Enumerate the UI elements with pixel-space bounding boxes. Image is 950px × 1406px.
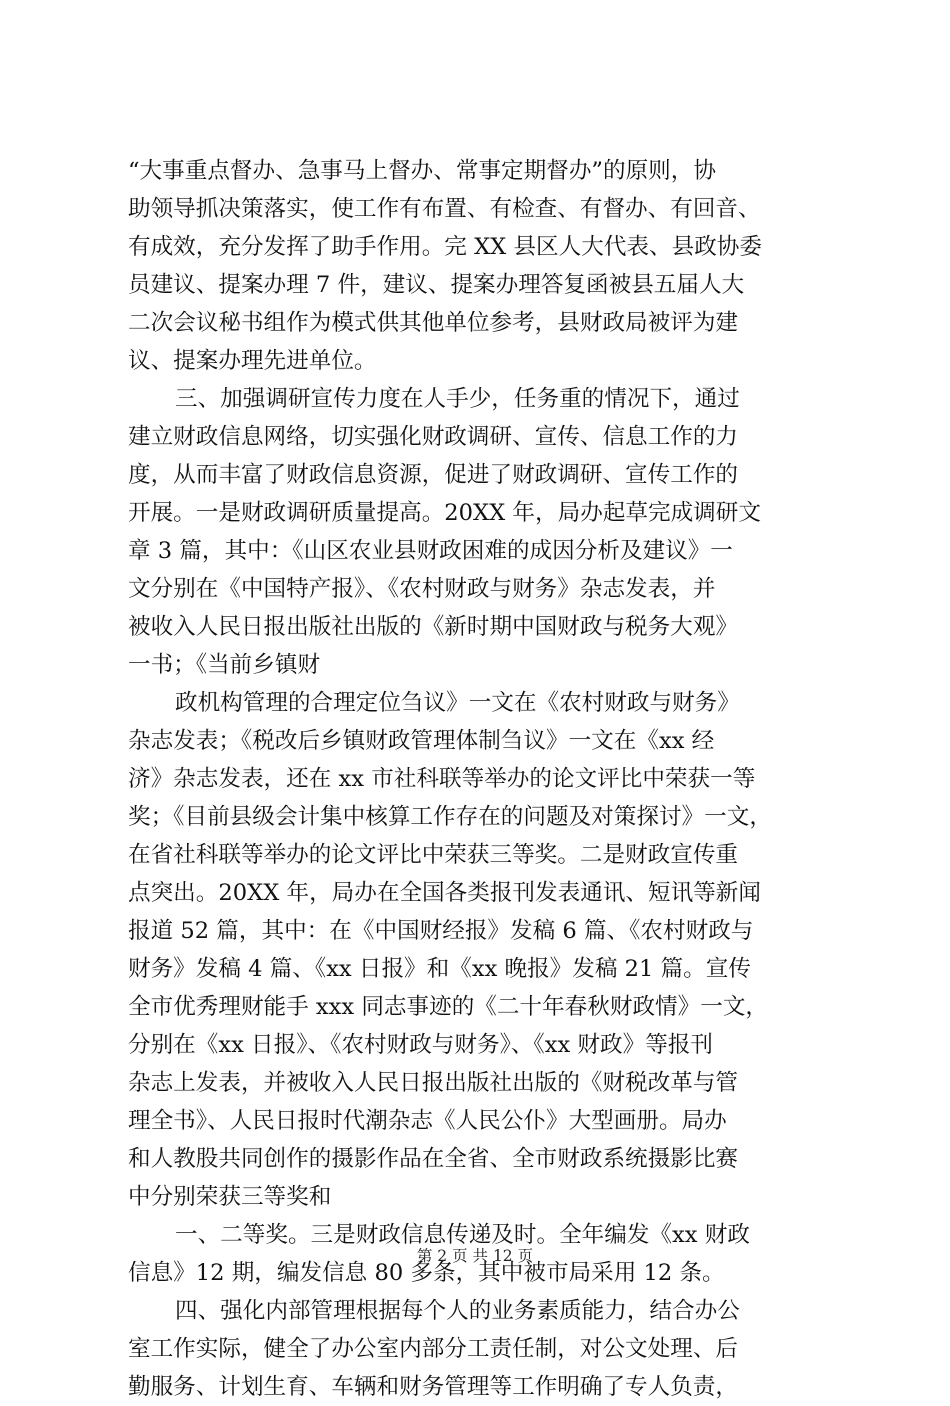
paragraph-start-line: 三、加强调研宣传力度在人手少，任务重的情况下，通过 [175,386,740,412]
text-line: 一书；《当前乡镇财 [128,652,321,678]
text-line: 济》杂志发表，还在 xx 市社科联等举办的论文评比中荣获一等 [128,766,756,792]
text-line: 章 3 篇，其中：《山区农业县财政困难的成因分析及建议》一 [128,538,733,564]
text-line: 开展。一是财政调研质量提高。20XX 年，局办起草完成调研文 [128,500,761,526]
text-line: 有成效，充分发挥了助手作用。完 XX 县区人大代表、县政协委 [128,234,762,260]
paragraph-start-line: 四、强化内部管理根据每个人的业务素质能力，结合办公 [175,1298,740,1324]
document-body [128,152,828,1406]
text-line: 建立财政信息网络，切实强化财政调研、宣传、信息工作的力 [128,424,739,450]
text-line: 度，从而丰富了财政信息资源，促进了财政调研、宣传工作的 [128,462,739,488]
text-line: 分别在《xx 日报》、《农村财政与财务》、《xx 财政》等报刊 [128,1032,713,1058]
text-line: 理全书》、人民日报时代潮杂志《人民公仆》大型画册。局办 [128,1108,727,1134]
text-line: 报道 52 篇，其中：在《中国财经报》发稿 6 篇、《农村财政与 [128,918,754,944]
text-line: 文分别在《中国特产报》、《农村财政与财务》杂志发表，并 [128,576,716,602]
text-line: 点突出。20XX 年，局办在全国各类报刊发表通讯、短讯等新闻 [128,880,761,906]
text-line: 奖；《目前县级会计集中核算工作存在的问题及对策探讨》一文， [128,804,772,830]
text-line: 信息》12 期，编发信息 80 多条，其中被市局采用 12 条。 [128,1260,725,1286]
paragraph-start-line: 一、二等奖。三是财政信息传递及时。全年编发《xx 财政 [175,1222,750,1248]
text-line: 在省社科联等举办的论文评比中荣获三等奖。二是财政宣传重 [128,842,739,868]
text-line: “大事重点督办、急事马上督办、常事定期督办”的原则，协 [128,158,716,184]
text-line: 员建议、提案办理 7 件，建议、提案办理答复函被县五届人大 [128,272,745,298]
text-line: 被收入人民日报出版社出版的《新时期中国财政与税务大观》 [128,614,739,640]
paragraph-start-line: 政机构管理的合理定位刍议》一文在《农村财政与财务》 [175,690,740,716]
page-number-footer: 第 2 页 共 12 页 [416,1247,534,1265]
text-line: 二次会议秘书组作为模式供其他单位参考，县财政局被评为建 [128,310,739,336]
text-line: 议、提案办理先进单位。 [128,348,377,374]
text-line: 杂志发表；《税改后乡镇财政管理体制刍议》一文在《xx 经 [128,728,715,754]
text-line: 室工作实际，健全了办公室内部分工责任制，对公文处理、后 [128,1336,739,1362]
text-line: 助领导抓决策落实，使工作有布置、有检查、有督办、有回音、 [128,196,761,222]
text-line: 全市优秀理财能手 xxx 同志事迹的《二十年春秋财政情》一文， [128,994,769,1020]
text-line: 勤服务、计划生育、车辆和财务管理等工作明确了专人负责， [128,1374,739,1400]
text-line: 和人教股共同创作的摄影作品在全省、全市财政系统摄影比赛 [128,1146,739,1172]
text-line: 中分别荣获三等奖和 [128,1184,332,1210]
text-line: 财务》发稿 4 篇、《xx 日报》和《xx 晚报》发稿 21 篇。宣传 [128,956,751,982]
text-line: 杂志上发表，并被收入人民日报出版社出版的《财税改革与管 [128,1070,739,1096]
